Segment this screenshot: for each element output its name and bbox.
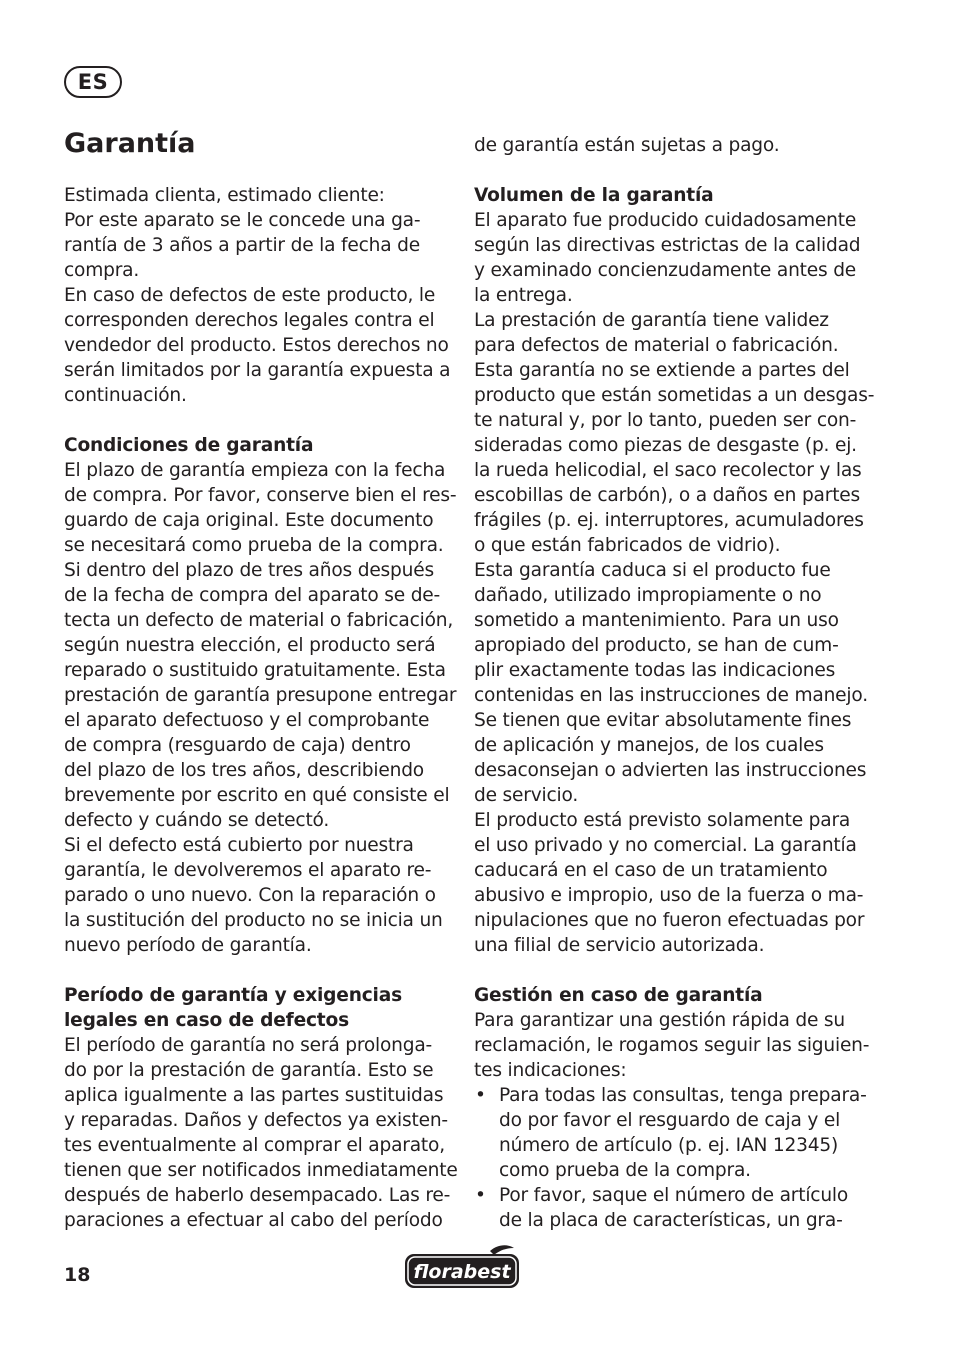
- body-text-line: serán limitados por la garantía expuesta a: [64, 360, 451, 381]
- bullet-item: [474, 1183, 864, 1208]
- bullet-continuation-line: do por favor el resguardo de caja y el: [499, 1110, 841, 1131]
- body-text-line: nipulaciones que no fueron efectuadas por: [474, 910, 865, 931]
- body-text-line: sometido a mantenimiento. Para un uso: [474, 610, 839, 631]
- body-text-line: El plazo de garantía empieza con la fecha: [64, 460, 446, 481]
- body-text-line: la entrega.: [474, 285, 573, 306]
- body-text-line: caducará en el caso de un tratamiento: [474, 860, 828, 881]
- body-text-line: la rueda helicodial, el saco recolector y las: [474, 460, 862, 481]
- svg-text:florabest: florabest: [413, 1261, 511, 1283]
- body-text-line: reclamación, le rogamos seguir las siguien-: [474, 1035, 870, 1056]
- section-heading: Condiciones de garantía: [64, 435, 314, 456]
- body-text-line: paraciones a efectuar al cabo del período: [64, 1210, 443, 1231]
- body-text-line: la sustitución del producto no se inicia un: [64, 910, 443, 931]
- body-text-line: de compra. Por favor, conserve bien el res-: [64, 485, 457, 506]
- body-text-line: Esta garantía caduca si el producto fue: [474, 560, 831, 581]
- body-text-line: parado o uno nuevo. Con la reparación o: [64, 885, 436, 906]
- body-text-line: frágiles (p. ej. interruptores, acumuladores: [474, 510, 864, 531]
- body-text-line: nuevo período de garantía.: [64, 935, 312, 956]
- body-text-line: de servicio.: [474, 785, 579, 806]
- body-text-line: Estimada clienta, estimado cliente:: [64, 185, 385, 206]
- body-text-line: prestación de garantía presupone entregar: [64, 685, 457, 706]
- body-text-line: El aparato fue producido cuidadosamente: [474, 210, 857, 231]
- body-text-line: del plazo de los tres años, describiendo: [64, 760, 424, 781]
- paragraph-spacer: [474, 158, 864, 183]
- body-text-line: La prestación de garantía tiene validez: [474, 310, 829, 331]
- bullet-icon: •: [475, 1185, 486, 1206]
- body-text-line: do por la prestación de garantía. Esto se: [64, 1060, 434, 1081]
- body-text-line: El producto está previsto solamente para: [474, 810, 851, 831]
- language-badge: ES: [64, 66, 122, 98]
- body-text-line: Si dentro del plazo de tres años después: [64, 560, 434, 581]
- body-text-line: Esta garantía no se extiende a partes del: [474, 360, 850, 381]
- body-text-line: corresponden derechos legales contra el: [64, 310, 435, 331]
- body-text-line: continuación.: [64, 385, 187, 406]
- paragraph-spacer: [64, 958, 454, 983]
- body-text-line: te natural y, por lo tanto, pueden ser con-: [474, 410, 857, 431]
- body-text-line: vendedor del producto. Estos derechos no: [64, 335, 449, 356]
- florabest-logo: [404, 1244, 520, 1290]
- bullet-item: [474, 1083, 867, 1108]
- paragraph-spacer: [474, 958, 864, 983]
- body-text-line: Se tienen que evitar absolutamente fines: [474, 710, 852, 731]
- body-text-line: reparado o sustituido gratuitamente. Esta: [64, 660, 446, 681]
- body-text-line: guardo de caja original. Este documento: [64, 510, 434, 531]
- body-text-line: brevemente por escrito en qué consiste el: [64, 785, 450, 806]
- body-text-line: o que están fabricados de vidrio).: [474, 535, 781, 556]
- body-text-line: Para garantizar una gestión rápida de su: [474, 1010, 845, 1031]
- body-text-line: aplica igualmente a las partes sustituidas: [64, 1085, 444, 1106]
- body-text-line: rantía de 3 años a partir de la fecha de: [64, 235, 420, 256]
- bullet-text: Para todas las consultas, tenga prepara-: [499, 1085, 867, 1106]
- body-text-line: Si el defecto está cubierto por nuestra: [64, 835, 414, 856]
- bullet-icon: •: [475, 1085, 486, 1106]
- page-number: 18: [64, 1264, 91, 1286]
- body-text-line: garantía, le devolveremos el aparato re-: [64, 860, 432, 881]
- section-heading: legales en caso de defectos: [64, 1010, 349, 1031]
- body-text-line: producto que están sometidas a un desgas-: [474, 385, 875, 406]
- body-text-line: tienen que ser notificados inmediatamente: [64, 1160, 458, 1181]
- body-text-line: En caso de defectos de este producto, le: [64, 285, 436, 306]
- body-text-line: contenidas en las instrucciones de manejo.: [474, 685, 868, 706]
- bullet-continuation-line: de la placa de características, un gra-: [499, 1210, 843, 1231]
- body-text-line: para defectos de material o fabricación.: [474, 335, 839, 356]
- body-text-line: dañado, utilizado impropiamente o no: [474, 585, 822, 606]
- body-text-line: se necesitará como prueba de la compra.: [64, 535, 444, 556]
- body-text-line: de compra (resguardo de caja) dentro: [64, 735, 411, 756]
- body-text-line: desaconsejan o advierten las instrucciones: [474, 760, 867, 781]
- body-text-line: y examinado concienzudamente antes de: [474, 260, 857, 281]
- body-text-line: El período de garantía no será prolonga-: [64, 1035, 433, 1056]
- body-text-line: abusivo e impropio, uso de la fuerza o ma-: [474, 885, 864, 906]
- bullet-text: Por favor, saque el número de artículo: [499, 1185, 849, 1206]
- body-text-line: de la fecha de compra del aparato se de-: [64, 585, 441, 606]
- body-text-line: una filial de servicio autorizada.: [474, 935, 765, 956]
- bullet-continuation-line: número de artículo (p. ej. IAN 12345): [499, 1135, 839, 1156]
- body-text-line: según nuestra elección, el producto será: [64, 635, 436, 656]
- body-text-line: escobillas de carbón), o a daños en partes: [474, 485, 861, 506]
- body-text-line: tecta un defecto de material o fabricación,: [64, 610, 454, 631]
- body-text-line: después de haberlo desempacado. Las re-: [64, 1185, 451, 1206]
- body-text-line: tes indicaciones:: [474, 1060, 627, 1081]
- body-text-line: defecto y cuándo se detectó.: [64, 810, 330, 831]
- body-text-line: el aparato defectuoso y el comprobante: [64, 710, 430, 731]
- body-text-line: apropiado del producto, se han de cum-: [474, 635, 839, 656]
- bullet-continuation-line: como prueba de la compra.: [499, 1160, 751, 1181]
- body-text-line: Por este aparato se le concede una ga-: [64, 210, 421, 231]
- left-text-column: [64, 183, 458, 1233]
- body-text-line: compra.: [64, 260, 140, 281]
- body-text-line: el uso privado y no comercial. La garantía: [474, 835, 857, 856]
- body-text-line: tes eventualmente al comprar el aparato,: [64, 1135, 445, 1156]
- section-heading: Período de garantía y exigencias: [64, 985, 402, 1006]
- body-text-line: sideradas como piezas de desgaste (p. ej.: [474, 435, 857, 456]
- section-heading: Volumen de la garantía: [474, 185, 714, 206]
- body-text-line: según las directivas estrictas de la calidad: [474, 235, 861, 256]
- body-text-line: y reparadas. Daños y defectos ya existen-: [64, 1110, 448, 1131]
- body-text-line: de garantía están sujetas a pago.: [474, 135, 780, 156]
- page-title: Garantía: [64, 128, 196, 159]
- paragraph-spacer: [64, 408, 454, 433]
- right-text-column: [474, 133, 875, 1233]
- body-text-line: plir exactamente todas las indicaciones: [474, 660, 836, 681]
- section-heading: Gestión en caso de garantía: [474, 985, 763, 1006]
- body-text-line: de aplicación y manejos, de los cuales: [474, 735, 824, 756]
